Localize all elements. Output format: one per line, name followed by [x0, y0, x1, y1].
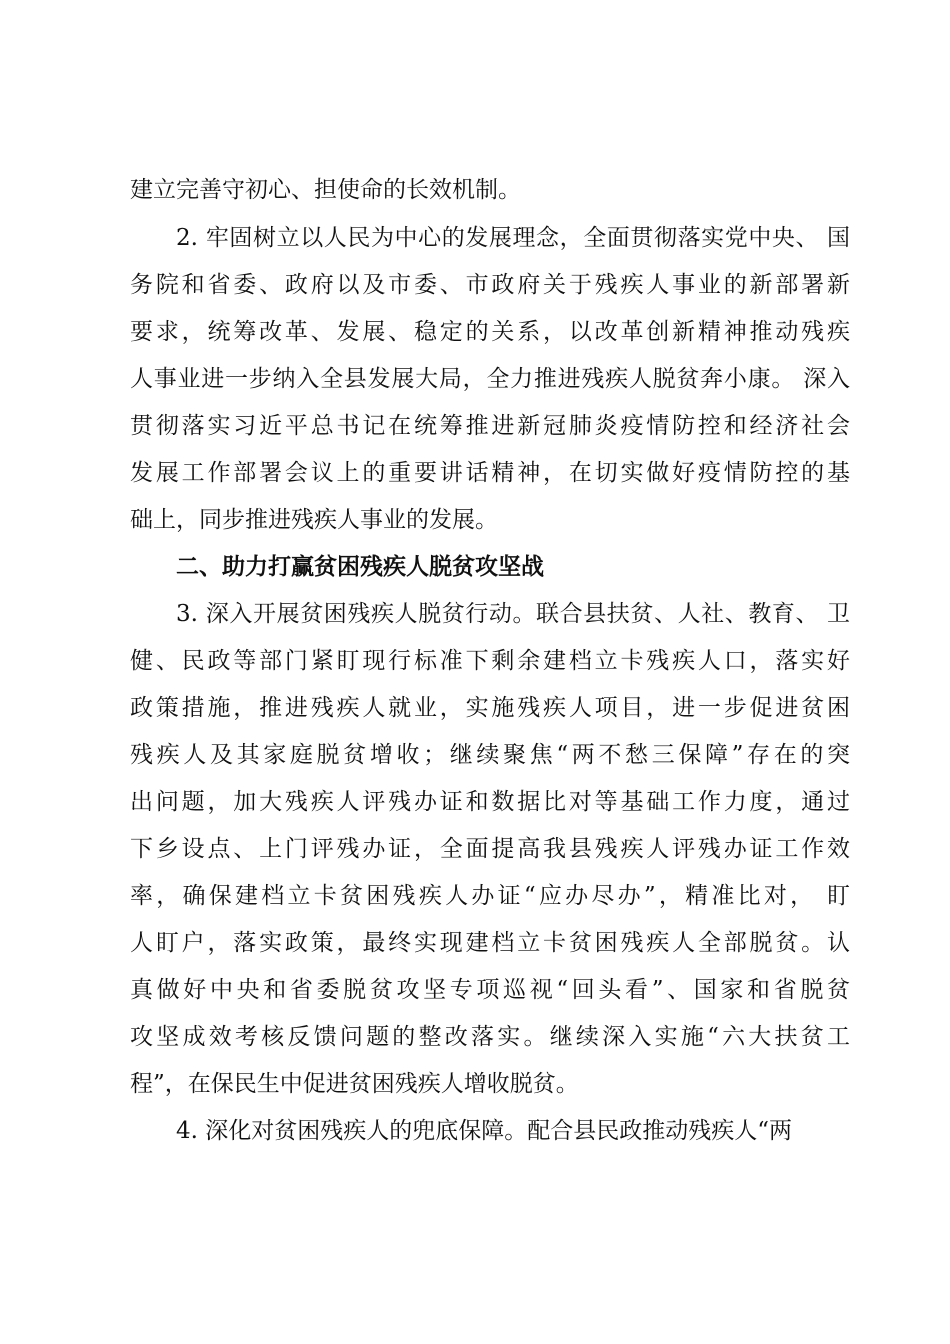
- paragraph-line: 4. 深化对贫困残疾人的兜底保障。配合县民政推动残疾人“两: [176, 1118, 793, 1144]
- paragraph-line: 攻坚成效考核反馈问题的整改落实。继续深入实施“六大扶贫工: [130, 1024, 850, 1050]
- paragraph-line: 残疾人及其家庭脱贫增收；继续聚焦“两不愁三保障”存在的突: [130, 742, 850, 768]
- paragraph-line: 2. 牢固树立以人民为中心的发展理念，全面贯彻落实党中央、 国: [176, 225, 850, 251]
- paragraph-line: 贯彻落实习近平总书记在统筹推进新冠肺炎疫情防控和经济社会: [130, 413, 850, 439]
- paragraph-line: 3. 深入开展贫困残疾人脱贫行动。联合县扶贫、人社、教育、 卫: [176, 601, 850, 627]
- paragraph-line: 人事业进一步纳入全县发展大局，全力推进残疾人脱贫奔小康。 深入: [130, 366, 850, 392]
- paragraph-line: 健、民政等部门紧盯现行标准下剩余建档立卡残疾人口，落实好: [130, 648, 850, 674]
- paragraph-line: 出问题，加大残疾人评残办证和数据比对等基础工作力度，通过: [130, 789, 850, 815]
- paragraph-line: 真做好中央和省委脱贫攻坚专项巡视“回头看”、国家和省脱贫: [130, 977, 850, 1003]
- paragraph-line: 础上，同步推进残疾人事业的发展。: [130, 507, 498, 533]
- paragraph-line: 人盯户，落实政策，最终实现建档立卡贫困残疾人全部脱贫。认: [130, 930, 850, 956]
- paragraph-line: 建立完善守初心、担使命的长效机制。: [130, 177, 521, 203]
- paragraph-line: 程”，在保民生中促进贫困残疾人增收脱贫。: [130, 1071, 579, 1097]
- paragraph-line: 发展工作部署会议上的重要讲话精神，在切实做好疫情防控的基: [130, 460, 850, 486]
- paragraph-line: 要求，统筹改革、发展、稳定的关系，以改革创新精神推动残疾: [130, 319, 850, 345]
- paragraph-line: 政策措施，推进残疾人就业，实施残疾人项目，进一步促进贫困: [130, 695, 850, 721]
- paragraph-line: 务院和省委、政府以及市委、市政府关于残疾人事业的新部署新: [130, 272, 850, 298]
- paragraph-line: 率，确保建档立卡贫困残疾人办证“应办尽办”，精准比对， 盯: [130, 883, 850, 909]
- section-heading: 二、助力打赢贫困残疾人脱贫攻坚战: [176, 554, 544, 580]
- paragraph-line: 下乡设点、上门评残办证，全面提高我县残疾人评残办证工作效: [130, 836, 850, 862]
